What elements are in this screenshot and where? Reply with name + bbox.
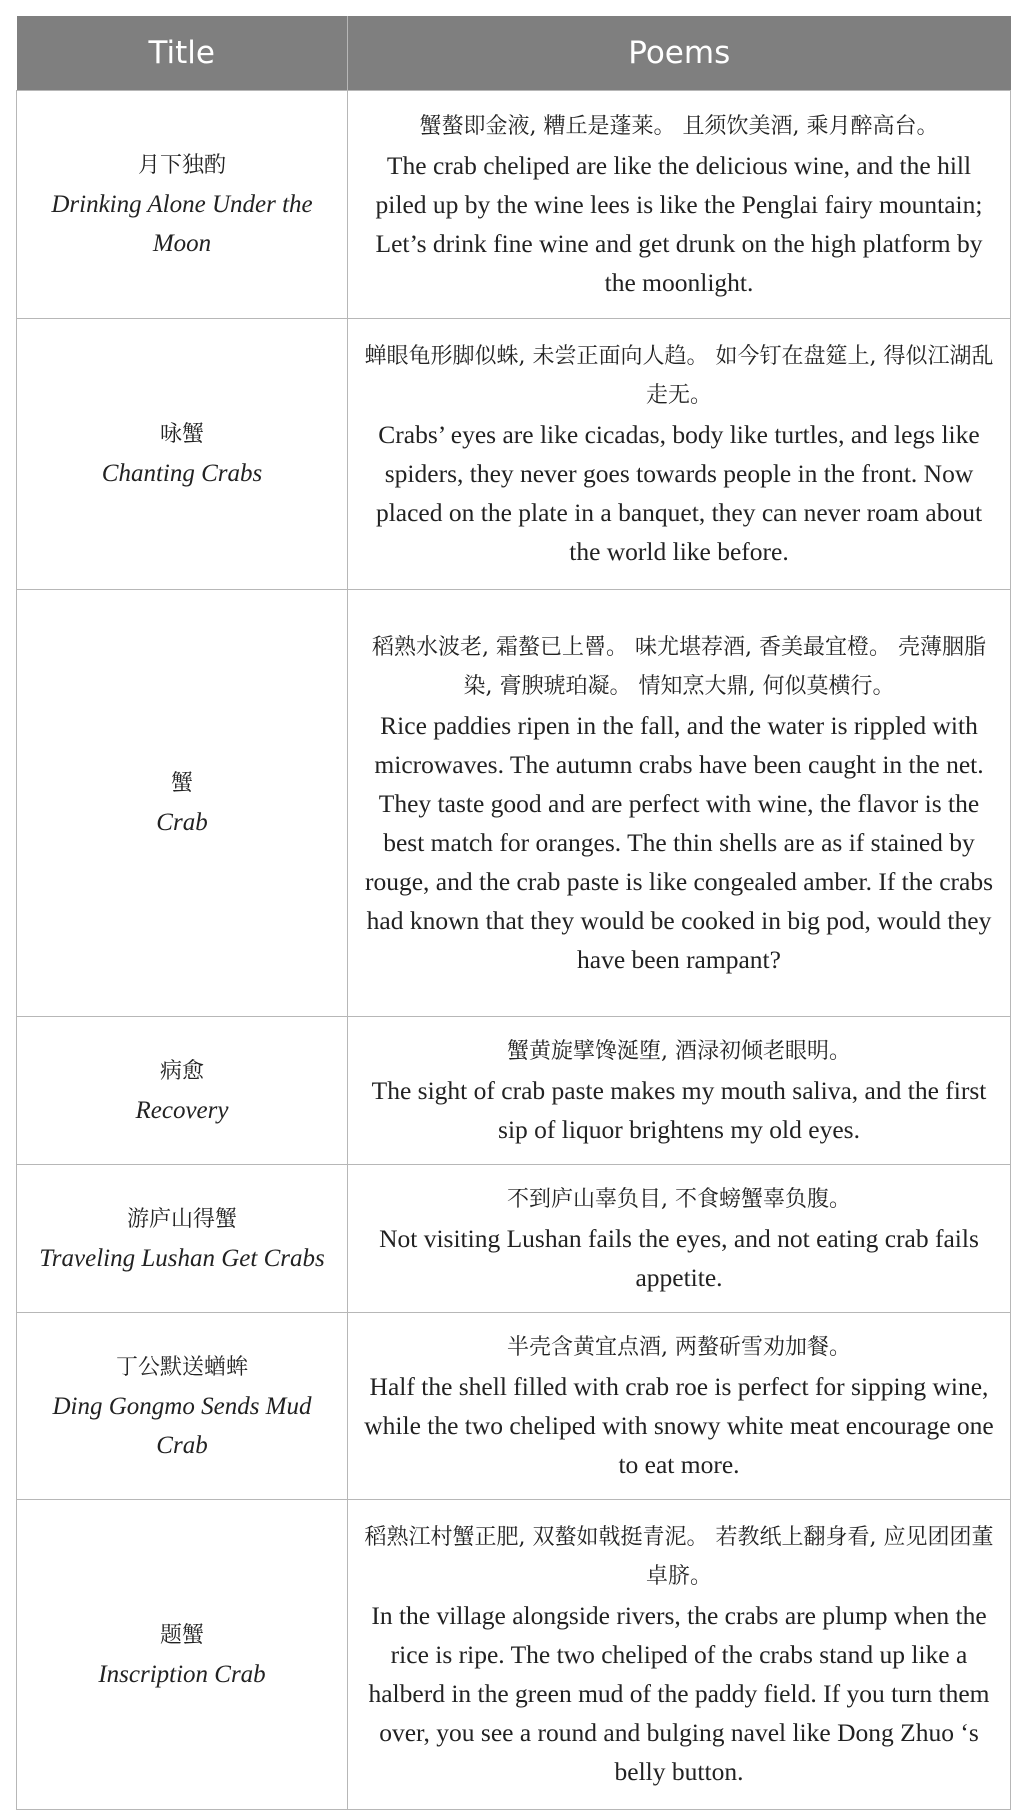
poem-en: Half the shell filled with crab roe is perfect for sipping wine, while the two cheliped with snowy white meat encourage one to eat more. <box>364 1372 994 1479</box>
title-cell <box>17 91 348 319</box>
title-zh: 病愈 <box>159 1058 204 1084</box>
title-zh: 咏蟹 <box>159 422 204 447</box>
poem-cell <box>348 319 1011 590</box>
title-zh: 蟹 <box>170 771 193 796</box>
title-zh: 丁公默送蝤蛑 <box>115 1354 248 1380</box>
table-row <box>17 1313 1011 1500</box>
table-row <box>17 1017 1011 1165</box>
poem-cell <box>348 1165 1011 1313</box>
poem-zh: 蝉眼龟形脚似蛛, 未尝正面向人趋。 如今钉在盘筵上, 得似江湖乱走无。 <box>364 344 994 408</box>
poem-zh: 不到庐山辜负目, 不食螃蟹辜负腹。 <box>507 1187 851 1212</box>
title-cell <box>17 1165 348 1313</box>
title-cell <box>17 1500 348 1810</box>
table-row <box>17 1500 1011 1810</box>
header-title: Title <box>17 16 348 91</box>
header-poems: Poems <box>348 16 1011 91</box>
title-cell <box>17 1313 348 1500</box>
title-cell <box>17 319 348 590</box>
title-zh: 题蟹 <box>159 1622 204 1648</box>
table-row <box>17 91 1011 319</box>
title-en: Crab <box>156 809 208 836</box>
title-en: Drinking Alone Under the Moon <box>51 191 313 257</box>
poem-en: The sight of crab paste makes my mouth saliva, and the first sip of liquor brightens my old eyes. <box>371 1076 987 1144</box>
table-row <box>17 1165 1011 1313</box>
title-cell <box>17 590 348 1017</box>
title-zh: 月下独酌 <box>137 153 226 178</box>
poem-cell <box>348 91 1011 319</box>
table-row <box>17 590 1011 1017</box>
title-en: Recovery <box>135 1096 229 1124</box>
title-en: Traveling Lushan Get Crabs <box>39 1244 325 1272</box>
poem-zh: 稻熟江村蟹正肥, 双螯如戟挺青泥。 若教纸上翻身看, 应见团团董卓脐。 <box>364 1525 994 1589</box>
poem-cell <box>348 1500 1011 1810</box>
title-en: Chanting Crabs <box>101 460 263 487</box>
title-en: Inscription Crab <box>98 1660 266 1688</box>
poem-zh: 半壳含黄宜点酒, 两螯斫雪劝加餐。 <box>507 1335 851 1360</box>
title-zh: 游庐山得蟹 <box>126 1206 237 1232</box>
poem-cell <box>348 1017 1011 1165</box>
poem-en: Not visiting Lushan fails the eyes, and not eating crab fails appetite. <box>379 1224 979 1292</box>
poem-cell <box>348 1313 1011 1500</box>
title-en: Ding Gongmo Sends Mud Crab <box>52 1392 312 1459</box>
header-row <box>17 16 1011 91</box>
poem-en: In the village alongside rivers, the crabs are plump when the rice is ripe. The two cheliped of the crabs stand up like a halberd in the green mud of the paddy field. If you turn them over, you see a round and bulging navel like Dong Zhuo ‘s belly button. <box>368 1601 990 1786</box>
poems-table-container <box>16 16 1010 1810</box>
poem-zh: 稻熟水波老, 霜螯已上罾。 味尤堪荐酒, 香美最宜橙。 壳薄胭脂染, 膏腴琥珀凝。 情知烹大鼎, 何似莫横行。 <box>372 634 986 699</box>
poem-zh: 蟹螯即金液, 糟丘是蓬莱。 且须饮美酒, 乘月醉高台。 <box>419 114 939 139</box>
poem-en: Crabs’ eyes are like cicadas, body like turtles, and legs like spiders, they never goes towards people in the front. Now placed on the plate in a banquet, they can never roam about the world like before. <box>375 420 983 566</box>
poem-en: Rice paddies ripen in the fall, and the water is rippled with microwaves. The autumn crabs have been caught in the net. They taste good and are perfect with wine, the flavor is the best match for oranges. The thin shells are as if stained by rouge, and the crab paste is like congealed amber. If the crabs had known that they would be cooked in big pod, would they have been rampant? <box>364 710 994 974</box>
poem-zh: 蟹黄旋擘馋涎堕, 酒渌初倾老眼明。 <box>507 1039 851 1064</box>
title-cell <box>17 1017 348 1165</box>
poems-table <box>16 16 1011 1810</box>
table-row <box>17 319 1011 590</box>
poem-cell <box>348 590 1011 1017</box>
poem-en: The crab cheliped are like the delicious wine, and the hill piled up by the wine lees is like the Penglai fairy mountain; Let’s drink fine wine and get drunk on the high platform by the moonlight. <box>375 151 983 297</box>
